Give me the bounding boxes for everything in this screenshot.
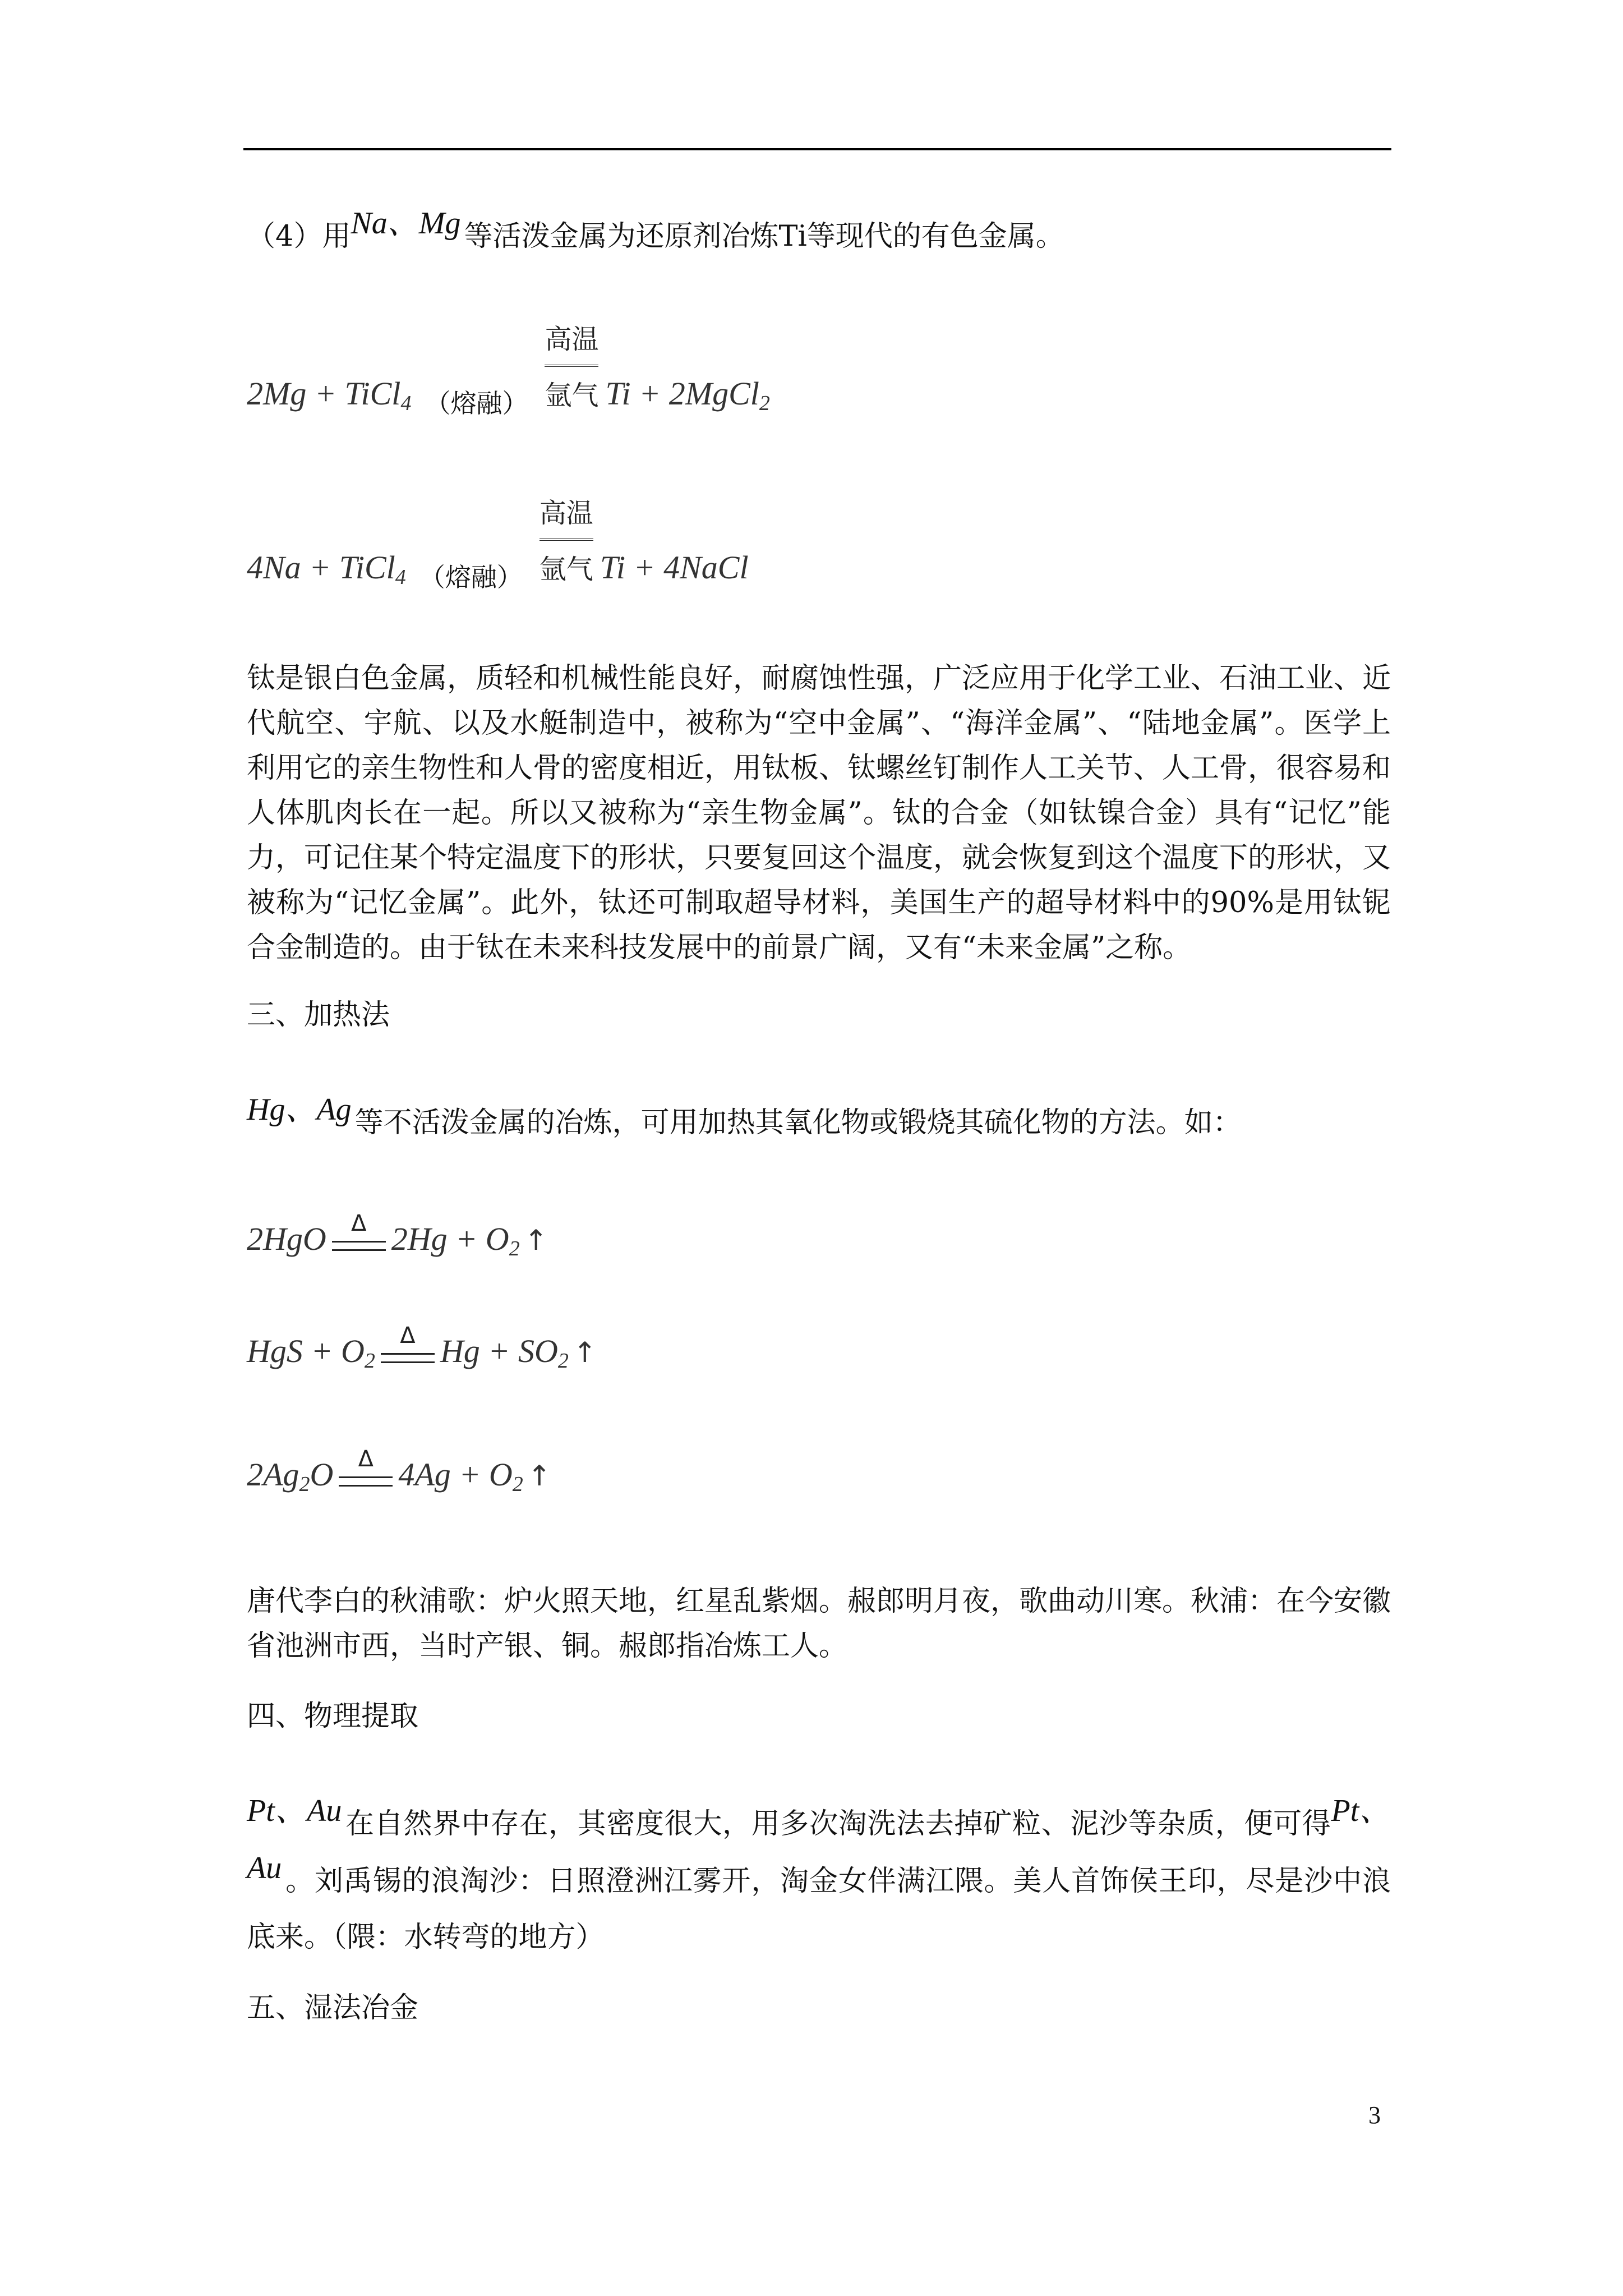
eq2-lhs: 4Na + TiCl bbox=[247, 549, 395, 586]
eq5-equals bbox=[339, 1476, 393, 1487]
heading-wet-metallurgy: 五、湿法冶金 bbox=[247, 1991, 419, 2024]
equation-ag2o bbox=[247, 1446, 551, 1497]
eq2-condition bbox=[539, 498, 593, 586]
eq3-lhs: 2HgO bbox=[247, 1221, 326, 1257]
eq5-condition bbox=[339, 1446, 393, 1490]
heading-physical-extraction: 四、物理提取 bbox=[247, 1700, 419, 1733]
eq5-delta: Δ bbox=[358, 1446, 374, 1472]
eq2-molten: （熔融） bbox=[419, 562, 523, 592]
intro-4-suffix: 等活泼金属为还原剂冶炼Ti等现代的有色金属。 bbox=[464, 220, 1064, 253]
eq4-equals bbox=[381, 1353, 435, 1363]
intro-4-prefix: （4）用 bbox=[247, 220, 351, 253]
eq4-delta: Δ bbox=[400, 1323, 416, 1349]
poem-paragraph: 唐代李白的秋浦歌：炉火照天地，红星乱紫烟。赧郎明月夜，歌曲动川寒。秋浦：在今安徽省池洲市西，当时产银、铜。赧郎指冶炼工人。 bbox=[247, 1585, 1391, 1663]
eq5-lhs-b: O bbox=[310, 1456, 334, 1493]
pt-au-text-2: 。刘禹锡的浪淘沙：日照澄洲江雾开，淘金女伴满江隈。美人首饰侯王印，尽是沙中浪底来。（隈：水转弯的地方） bbox=[247, 1865, 1391, 1954]
eq4-lhs: HgS + O bbox=[247, 1333, 365, 1369]
equation-hgs bbox=[247, 1323, 597, 1373]
header-rule bbox=[243, 148, 1391, 150]
eq4-condition bbox=[381, 1323, 435, 1366]
eq3-rhs: 2Hg + O bbox=[391, 1221, 509, 1257]
heading-heating-method: 三、加热法 bbox=[247, 999, 390, 1032]
eq1-cond-bottom: 氩气 bbox=[545, 380, 599, 411]
eq3-equals bbox=[332, 1241, 386, 1251]
eq2-lhs-sub: 4 bbox=[395, 565, 406, 589]
pt-au-text-1: 在自然界中存在，其密度很大，用多次淘洗法去掉矿粒、泥沙等杂质，便可得 bbox=[345, 1807, 1331, 1841]
eq2-cond-bar bbox=[540, 539, 593, 544]
eq1-lhs-sub: 4 bbox=[400, 392, 412, 415]
intro-hg-suffix: 等不活泼金属的冶炼，可用加热其氧化物或锻烧其硫化物的方法。如： bbox=[354, 1106, 1242, 1139]
eq5-rhs: 4Ag + O bbox=[398, 1456, 513, 1493]
eq2-cond-top: 高温 bbox=[539, 498, 593, 529]
pt-au-paragraph bbox=[247, 1795, 1391, 1966]
eq3-rhs-sub: 2 bbox=[509, 1237, 520, 1260]
eq1-rhs-sub: 2 bbox=[759, 392, 770, 415]
eq4-rhs-sub: 2 bbox=[557, 1349, 569, 1373]
eq1-lhs: 2Mg + TiCl bbox=[247, 375, 401, 412]
eq1-cond-top: 高温 bbox=[545, 324, 599, 355]
intro-hg-metals: Hg、Ag bbox=[247, 1092, 352, 1127]
eq5-rhs-sub: 2 bbox=[512, 1473, 523, 1496]
titanium-paragraph: 钛是银白色金属，质轻和机械性能良好，耐腐蚀性强，广泛应用于化学工业、石油工业、近代航空、宇航、以及水艇制造中，被称为“空中金属”、“海洋金属”、“陆地金属”。医学上利用它的亲生物性和人骨的密度相近，用钛板、钛螺丝钉制作人工关节、人工骨，很容易和人体肌肉长在一起。所以又被称为“亲生物金属”。钛的合金（如钛镍合金）具有“记忆”能力，可记住某个特定温度下的形状，只要复回这个温度，就会恢复到这个温度下的形状，又被称为“记忆金属”。此外，钛还可制取超导材料，美国生产的超导材料中的90%是用钛铌合金制造的。由于钛在未来科技发展中的前景广阔，又有“未来金属”之称。 bbox=[247, 662, 1391, 964]
eq2-cond-bottom: 氩气 bbox=[539, 554, 593, 585]
eq3-delta: Δ bbox=[351, 1211, 367, 1236]
eq5-gas-arrow: ↑ bbox=[527, 1460, 551, 1492]
eq1-cond-bar bbox=[545, 365, 598, 370]
equation-na-ticl4 bbox=[247, 498, 749, 594]
page-number: 3 bbox=[1368, 2101, 1381, 2129]
eq5-lhs-a: 2Ag bbox=[247, 1456, 299, 1493]
eq1-rhs: Ti + 2MgCl bbox=[605, 375, 759, 412]
pt-au-metals-1: Pt、Au bbox=[247, 1793, 342, 1828]
intro-4-line bbox=[247, 206, 1391, 259]
pt-au-metals-2: Pt、Au bbox=[247, 1793, 1391, 1885]
equation-hgo bbox=[247, 1211, 548, 1261]
intro-hg-line bbox=[247, 1092, 1391, 1145]
eq4-rhs: Hg + SO bbox=[440, 1333, 558, 1369]
equation-mg-ticl4 bbox=[247, 324, 770, 420]
eq5-lhs-sub: 2 bbox=[299, 1473, 310, 1496]
eq3-condition bbox=[332, 1211, 386, 1254]
eq1-condition bbox=[545, 324, 599, 412]
intro-4-metals: Na、Mg bbox=[351, 206, 461, 241]
eq4-lhs-sub: 2 bbox=[364, 1349, 375, 1373]
eq2-rhs: Ti + 4NaCl bbox=[600, 549, 749, 586]
eq1-molten: （熔融） bbox=[425, 388, 528, 418]
eq3-gas-arrow: ↑ bbox=[524, 1224, 548, 1257]
eq4-gas-arrow: ↑ bbox=[573, 1336, 597, 1369]
